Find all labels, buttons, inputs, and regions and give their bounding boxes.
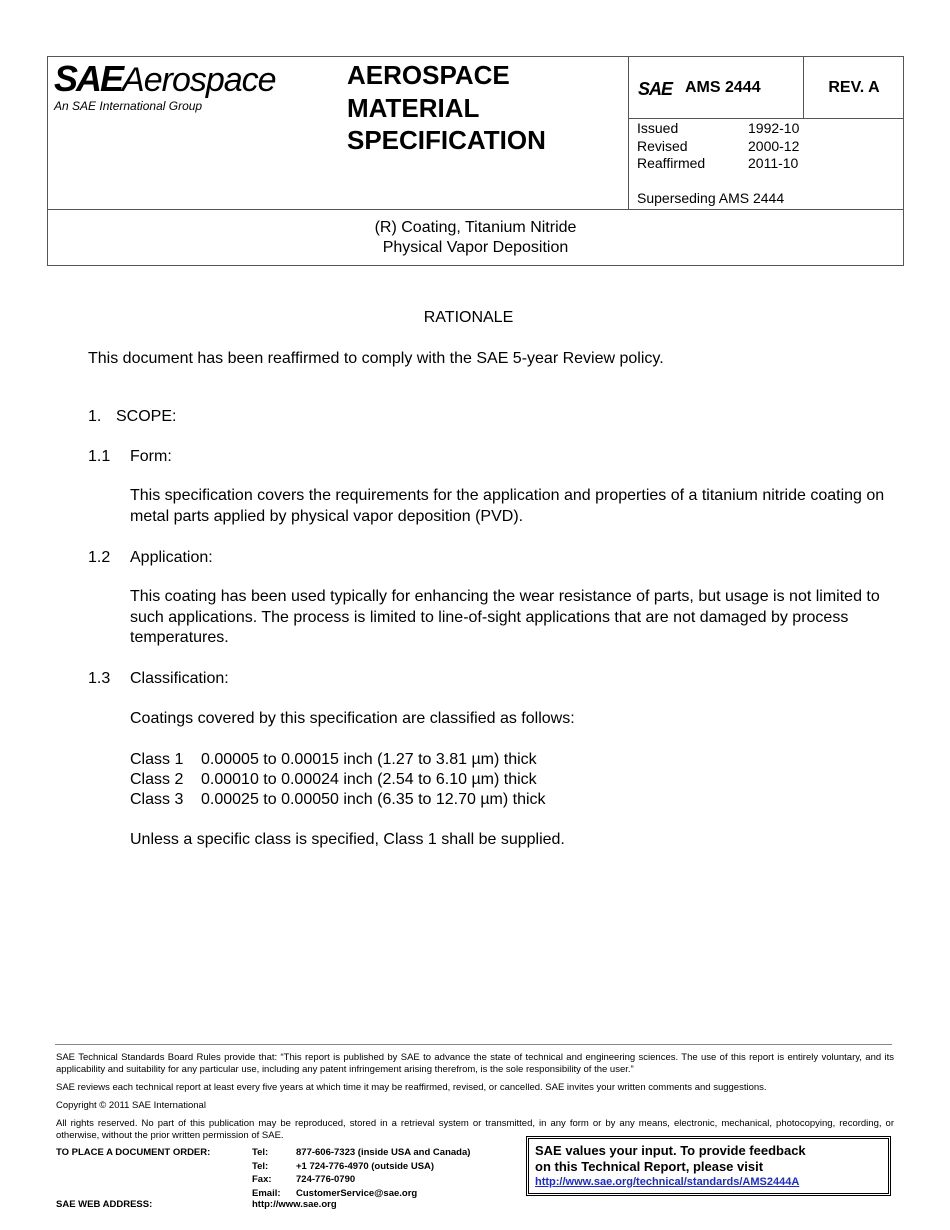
logo-brand: SAE bbox=[54, 58, 123, 99]
class-row bbox=[130, 750, 546, 770]
class-description: 0.00025 to 0.00050 inch (6.35 to 12.70 µm) thick bbox=[201, 791, 546, 808]
contact-label: Email: bbox=[252, 1187, 281, 1199]
contact-value: +1 724-776-4970 (outside USA) bbox=[296, 1160, 435, 1172]
section-heading-classification: Classification: bbox=[130, 670, 229, 687]
section-number: 1.3 bbox=[88, 670, 111, 687]
contact-label: Fax: bbox=[252, 1174, 272, 1185]
contact-label: Tel: bbox=[252, 1147, 269, 1158]
logo-wordmark: Aerospace bbox=[122, 61, 276, 99]
feedback-text: on this Technical Report, please visit bbox=[535, 1159, 764, 1174]
standards-board-rules: SAE Technical Standards Board Rules provide that: “This report is published by SAE to advance the state of technical and engineering sciences. The use of this report is entirely voluntary, and its applicability and suitability for any particular use, including any patent infringement arising therefrom, is the sole responsibility of the user.” bbox=[56, 1052, 894, 1075]
divider bbox=[628, 118, 903, 119]
class-name: Class 3 bbox=[130, 791, 184, 808]
class-name: Class 2 bbox=[130, 771, 184, 788]
contact-row bbox=[252, 1160, 470, 1174]
review-notice: SAE reviews each technical report at least every five years at which time it may be reaffirmed, revised, or cancelled. SAE invites your written comments and suggestions. bbox=[56, 1082, 767, 1093]
spec-type-line: MATERIAL bbox=[347, 92, 480, 123]
date-value: 2000-12 bbox=[748, 137, 800, 154]
date-row bbox=[637, 155, 799, 173]
date-value: 2011-10 bbox=[748, 155, 799, 171]
order-label: TO PLACE A DOCUMENT ORDER: bbox=[56, 1147, 211, 1158]
revision-label: REV. A bbox=[828, 79, 880, 96]
copyright: Copyright © 2011 SAE International bbox=[56, 1100, 206, 1111]
document-title bbox=[48, 218, 903, 258]
date-list bbox=[637, 120, 799, 173]
feedback-text: SAE values your input. To provide feedback bbox=[535, 1143, 806, 1158]
contact-value: 877-606-7323 (inside USA and Canada) bbox=[296, 1147, 471, 1158]
spec-type-heading bbox=[347, 59, 627, 157]
form-paragraph: This specification covers the requirements for the application and properties of a titanium nitride coating on metal parts applied by physical vapor deposition (PVD). bbox=[130, 487, 885, 525]
section-heading-application: Application: bbox=[130, 549, 213, 566]
contact-label: Tel: bbox=[252, 1160, 269, 1172]
section-number: 1.2 bbox=[88, 549, 111, 566]
date-label: Issued bbox=[637, 120, 679, 136]
feedback-link[interactable]: http://www.sae.org/technical/standards/AMS2444A bbox=[535, 1176, 800, 1188]
logo-tagline: An SAE International Group bbox=[54, 99, 203, 113]
rationale-heading: RATIONALE bbox=[423, 309, 514, 326]
class-row bbox=[130, 790, 546, 810]
classification-closing: Unless a specific class is specified, Class 1 shall be supplied. bbox=[130, 831, 565, 848]
contact-row bbox=[252, 1173, 470, 1187]
date-label: Revised bbox=[637, 137, 688, 154]
header-table bbox=[47, 56, 904, 266]
application-paragraph: This coating has been used typically for enhancing the wear resistance of parts, but usage is not limited to such applications. The process is limited to line-of-sight applications that are not damaged by process temperatures. bbox=[130, 588, 880, 646]
classification-intro: Coatings covered by this specification are classified as follows: bbox=[130, 710, 575, 727]
contact-email[interactable]: CustomerService@sae.org bbox=[296, 1187, 418, 1199]
sae-small-logo: SAE bbox=[638, 79, 673, 99]
section-number: 1. bbox=[88, 408, 102, 425]
footer-divider bbox=[55, 1044, 892, 1045]
class-description: 0.00005 to 0.00015 inch (1.27 to 3.81 µm) thick bbox=[201, 751, 537, 768]
section-heading-scope: SCOPE: bbox=[116, 408, 177, 425]
web-address-label: SAE WEB ADDRESS: bbox=[56, 1199, 153, 1210]
date-row bbox=[637, 138, 799, 156]
class-description: 0.00010 to 0.00024 inch (2.54 to 6.10 µm) thick bbox=[201, 771, 537, 788]
date-label: Reaffirmed bbox=[637, 155, 706, 171]
contact-value: 724-776-0790 bbox=[296, 1174, 356, 1185]
sae-aerospace-logo bbox=[54, 58, 304, 121]
spec-type-line: AEROSPACE bbox=[347, 60, 510, 90]
superseding-note: Superseding AMS 2444 bbox=[637, 190, 785, 206]
section-heading-form: Form: bbox=[130, 448, 172, 465]
rights-notice: All rights reserved. No part of this publication may be reproduced, stored in a retrieval system or transmitted, in any form or by any means, electronic, mechanical, photocopying, recording, or otherwise, without the prior written permission of SAE. bbox=[56, 1118, 894, 1141]
web-address-link[interactable]: http://www.sae.org bbox=[252, 1199, 337, 1210]
feedback-box bbox=[526, 1136, 891, 1196]
contact-row bbox=[252, 1146, 470, 1160]
class-row bbox=[130, 770, 546, 790]
class-name: Class 1 bbox=[130, 751, 184, 768]
divider bbox=[48, 209, 903, 210]
contact-list bbox=[252, 1146, 470, 1200]
doc-number-cell bbox=[629, 57, 803, 118]
class-list bbox=[130, 750, 546, 810]
section-number: 1.1 bbox=[88, 448, 111, 465]
title-line: (R) Coating, Titanium Nitride bbox=[374, 219, 577, 236]
spec-type-line: SPECIFICATION bbox=[347, 125, 546, 155]
date-value: 1992-10 bbox=[748, 120, 800, 136]
date-row bbox=[637, 120, 799, 138]
doc-number: AMS 2444 bbox=[685, 79, 761, 96]
rationale-text: This document has been reaffirmed to comply with the SAE 5-year Review policy. bbox=[88, 350, 664, 367]
title-line: Physical Vapor Deposition bbox=[382, 239, 569, 256]
